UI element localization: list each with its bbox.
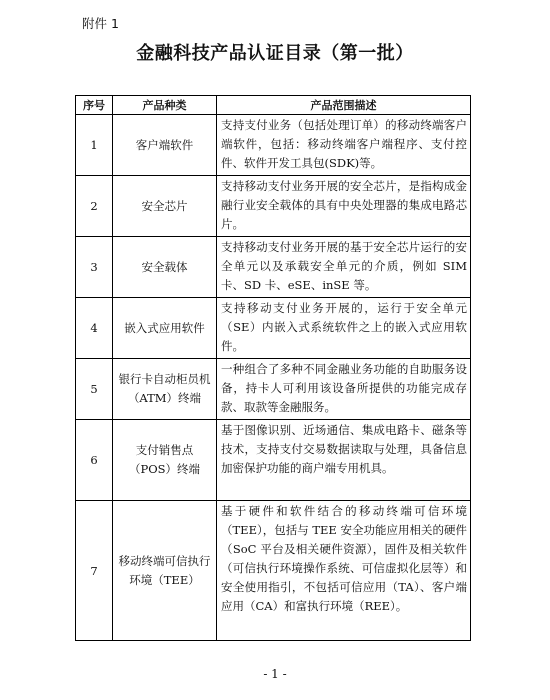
row-number: 2 [76,176,113,237]
header-description: 产品范围描述 [217,96,471,115]
row-number: 7 [76,501,113,641]
row-number: 4 [76,298,113,359]
header-category: 产品种类 [113,96,217,115]
table-row [76,237,471,298]
product-category: 客户端软件 [113,115,217,176]
table-row [76,298,471,359]
product-category: 安全载体 [113,237,217,298]
row-number: 1 [76,115,113,176]
product-category: 支付销售点（POS）终端 [113,420,217,501]
table-row [76,359,471,420]
product-category: 移动终端可信执行环境（TEE） [113,501,217,641]
product-description: 一种组合了多种不同金融业务功能的自助服务设备，持卡人可利用该设备所提供的功能完成存款、取款等金融服务。 [217,359,471,420]
product-description: 基于硬件和软件结合的移动终端可信环境（TEE），包括与 TEE 安全功能应用相关的硬件（SoC 平台及相关硬件资源），固件及相关软件（可信执行环境操作系统、可信虚拟化层等）和安全使用指引，不包括可信应用（TA）、客户端应用（CA）和富执行环境（REE）。 [217,501,471,641]
page-number: - 1 - [263,667,287,681]
document-title: 金融科技产品认证目录（第一批） [136,43,414,64]
attachment-label: 附件 1 [82,16,119,31]
row-number: 5 [76,359,113,420]
product-category: 嵌入式应用软件 [113,298,217,359]
product-category: 银行卡自动柜员机（ATM）终端 [113,359,217,420]
product-description: 基于图像识别、近场通信、集成电路卡、磁条等技术，支持支付交易数据读取与处理，具备信息加密保护功能的商户端专用机具。 [217,420,471,501]
row-number: 6 [76,420,113,501]
table-header-row [76,96,471,115]
product-description: 支持支付业务（包括处理订单）的移动终端客户端软件，包括：移动终端客户端程序、支付控件、软件开发工具包(SDK)等。 [217,115,471,176]
row-number: 3 [76,237,113,298]
product-description: 支持移动支付业务开展的安全芯片，是指构成金融行业安全载体的具有中央处理器的集成电路芯片。 [217,176,471,237]
table-row [76,420,471,501]
table-row [76,115,471,176]
table-row [76,501,471,641]
table-row [76,176,471,237]
product-description: 支持移动支付业务开展的，运行于安全单元（SE）内嵌入式系统软件之上的嵌入式应用软件。 [217,298,471,359]
header-no: 序号 [76,96,113,115]
product-category: 安全芯片 [113,176,217,237]
product-catalog-table [75,95,471,641]
product-description: 支持移动支付业务开展的基于安全芯片运行的安全单元以及承载安全单元的介质，例如 SIM 卡、SD 卡、eSE、inSE 等。 [217,237,471,298]
